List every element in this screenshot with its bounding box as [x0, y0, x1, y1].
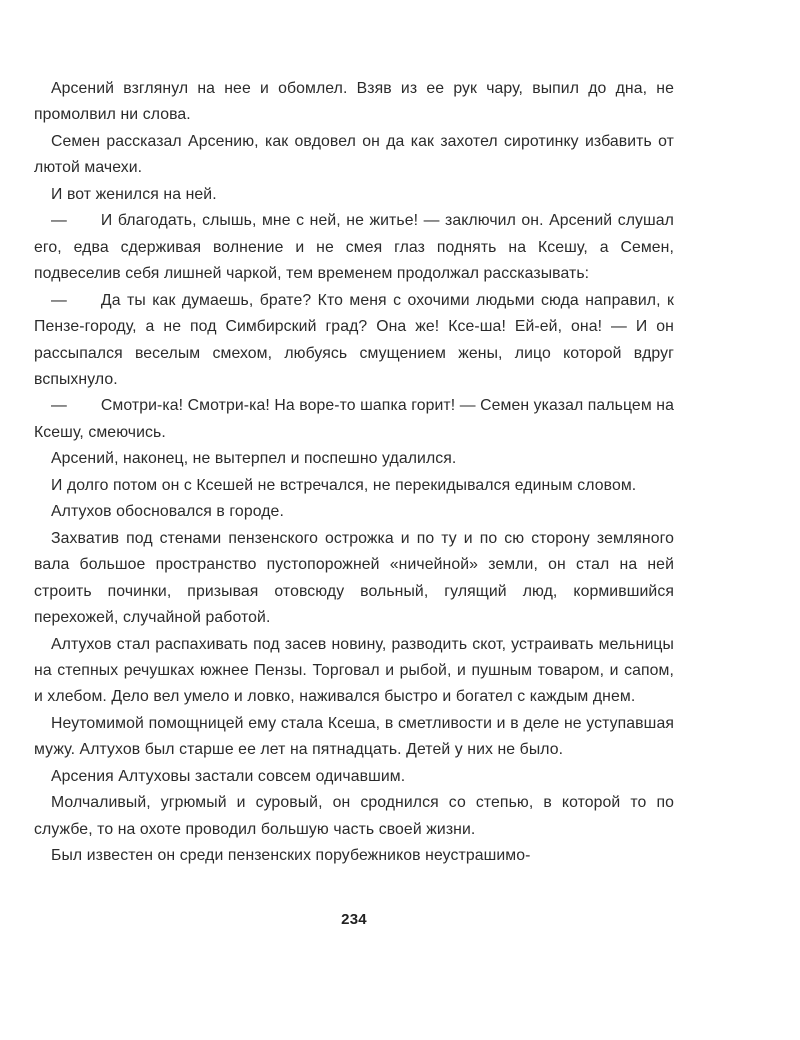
paragraph: — И благодать, слышь, мне с ней, не житье! — заключил он. Арсений слушал его, едва сдерживая волнение и не смея глаз поднять на Ксешу, а Семен, подвеселив себя лишней чаркой, тем временем продолжал рассказывать: [34, 212, 674, 283]
paragraph: И долго потом он с Ксешей не встречался, не перекидывался единым словом. [51, 476, 637, 494]
dialogue-dash: — [51, 397, 67, 415]
paragraph: Молчаливый, угрюмый и суровый, он сроднился со степью, в которой то по службе, то на охоте проводил большую часть своей жизни. [34, 794, 674, 838]
paragraph: — Смотри-ка! Смотри-ка! На воре-то шапка горит! — Семен указал пальцем на Ксешу, смеючись. [34, 397, 674, 441]
paragraph: — Да ты как думаешь, брате? Кто меня с охочими людьми сюда направил, к Пензе-городу, а не под Симбирский град? Она же! Ксе-ша! Ей-ей, она! — И он рассыпался веселым смехом, любуясь смущением жены, лицо которой вдруг вспыхнуло. [34, 291, 674, 388]
paragraph: Арсений взглянул на нее и обомлел. Взяв из ее рук чару, выпил до дна, не промолвил ни слова. [34, 80, 674, 124]
paragraph: Захватив под стенами пензенского острожка и по ту и по сю сторону земляного вала большое пространство пустопорожней «ничейной» земли, он стал на ней строить починки, призывая отовсюду вольный, гулящий люд, кормившийся перехожей, случайной работой. [34, 529, 674, 627]
dialogue-dash: — [51, 212, 67, 230]
paragraph: Неутомимой помощницей ему стала Ксеша, в сметливости и в деле не уступавшая мужу. Алтухов был старше ее лет на пятнадцать. Детей у них не было. [34, 714, 674, 759]
paragraph: Алтухов обосновался в городе. [51, 503, 284, 521]
paragraph: И вот женился на ней. [51, 185, 217, 203]
paragraph: Семен рассказал Арсению, как овдовел он да как захотел сиротинку избавить от лютой мачехи. [34, 132, 674, 177]
page-number: 234 [341, 911, 367, 928]
paragraph: Был известен он среди пензенских порубежников неустрашимо- [51, 847, 531, 865]
paragraph: Арсений, наконец, не вытерпел и поспешно удалился. [51, 450, 457, 468]
dialogue-dash: — [51, 291, 67, 309]
paragraph: Алтухов стал распахивать под засев новину, разводить скот, устраивать мельницы на степных речушках южнее Пензы. Торговал и рыбой, и пушным товаром, и сапом, и хлебом. Дело вел умело и ловко, наживался быстро и богател с каждым днем. [34, 635, 674, 706]
paragraph: Арсения Алтуховы застали совсем одичавшим. [51, 767, 406, 785]
text-block [34, 76, 674, 870]
